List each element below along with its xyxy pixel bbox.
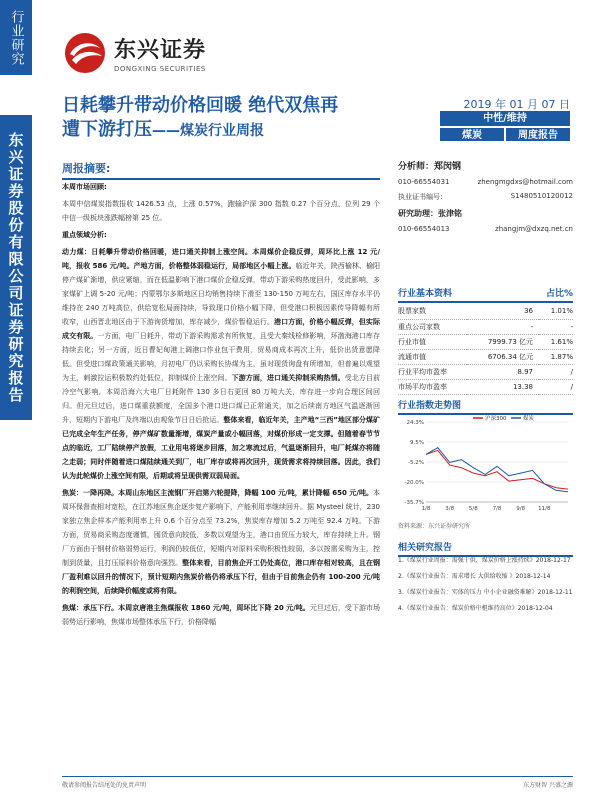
title-subtitle: ——煤炭行业周报	[152, 123, 264, 139]
analyst-phone: 010-66554031	[398, 178, 450, 186]
related-report-item[interactable]: 4.《煤炭行业报告：煤炭价格中枢维持高位》2018-12-04	[398, 605, 553, 612]
report-tags	[440, 111, 570, 141]
index-trend-chart	[398, 412, 573, 517]
x-tick-label: 5/8	[468, 506, 478, 512]
y-tick-label: -5.2%	[408, 460, 424, 466]
market-review-text: 本周中信煤炭指数报收 1426.53 点，上涨 0.57%，跑输沪深 300 指数 0.27 个百分点，位列 29 个中信一级板块涨跌幅榜第 25 位。	[62, 200, 380, 222]
legend-label: 沪深300	[485, 416, 507, 422]
related-reports-list	[398, 556, 573, 620]
industry-data-table	[398, 304, 573, 395]
analyst-block	[398, 159, 573, 239]
industry-data-row	[398, 364, 573, 379]
y-tick-label: 9.5%	[410, 440, 424, 446]
chart-heading: 行业指数走势图	[398, 398, 573, 415]
cell-pct: 1.87%	[539, 349, 573, 364]
report-title	[62, 94, 392, 143]
industry-data-row	[398, 379, 573, 394]
title-line-1: 日耗攀升带动价格回暖 绝代双焦再	[62, 95, 339, 116]
x-tick-label: 3/8	[445, 506, 455, 512]
cell-pct: -	[539, 319, 573, 334]
company-logo	[62, 30, 206, 76]
side-company-band: 东兴证券股份有限公司证券研究报告	[0, 115, 32, 420]
cell-value: 6706.34 亿元	[467, 349, 539, 364]
key-areas-heading: 重点领域分析:	[62, 231, 107, 239]
cell-pct: 1.61%	[539, 334, 573, 349]
assistant-email[interactable]: zhangjm@dxzq.net.cn	[495, 225, 573, 233]
series-line-1	[426, 448, 568, 492]
x-tick-label: 1/8	[421, 506, 431, 512]
chart-source: 资料来源：东兴证券研究所	[398, 523, 471, 530]
related-report-item[interactable]: 2.《煤炭行业报告：需求增长 大供给收缩 》2018-12-14	[398, 573, 551, 580]
legend-label: 煤炭	[523, 416, 535, 422]
cell-label: 股票家数	[398, 304, 467, 319]
side-bar	[0, 0, 32, 800]
series-line-0	[426, 450, 568, 489]
report-type-tag: 周度报告	[506, 128, 570, 141]
cell-value: 13.38	[467, 379, 539, 394]
page-footer	[62, 776, 573, 789]
assistant-phone: 010-66554013	[398, 225, 450, 233]
cell-label: 行业市值	[398, 334, 467, 349]
percent-column-head: 占比%	[545, 289, 573, 299]
research-assistant: 研究助理：张津铭	[398, 209, 462, 218]
logo-mark-icon	[62, 30, 108, 76]
x-tick-label: 11/8	[538, 506, 551, 512]
side-category-tag: 行业研究	[0, 0, 32, 75]
cell-value: 8.97	[467, 364, 539, 379]
footer-slogan: 东方财智 兴盛之源	[523, 782, 573, 789]
cell-value: 36	[467, 304, 539, 319]
coke-paragraph: 焦炭：一降再降。本周山东地区主流钢厂开启第六轮提降，降幅 100 元/吨，累计降幅 650 元/吨。本周环保督查相对宽松，在江苏地区焦企逐步复产影响下，产能利用率继续回升。据 Mysteel 统计，230 家独立焦企样本产能利用率上升 0.6 个百分点至 73.2%，焦炭库存增加 5.2 万吨至 92.4 万吨。下游方面，贸易商采购态度谨慎，囤货意向较低，多数以观望为主，港口由贸压力较大，库存持续上升。钢厂方面由于钢材价格弱势运行，利润仍较低位，短期内对原料采购积极性较弱，多以按需采购为主，控制到货量，且打压原料价格意向强烈。整体来看，目前焦企开工仍处高位，港口库存相对较高，且在钢厂盈利难以回升的情况下，预计短期内焦炭价格仍将承压下行，但由于目前焦企仍有 100-200 元/吨的利润空间，后续降价幅度或将有限。	[62, 489, 381, 595]
logo-chinese-name: 东兴证券	[114, 38, 207, 63]
summary-body	[62, 180, 380, 632]
cert-number: S1480510120012	[510, 192, 573, 200]
related-report-item[interactable]: 1.《煤炭行业周报：需强于供，煤炭价格上涨持续》2018-12-17	[398, 557, 571, 564]
x-tick-label: 9/8	[516, 506, 526, 512]
industry-tag: 煤炭	[440, 128, 504, 141]
cell-value: -	[467, 319, 539, 334]
cert-label: 执业证书编号：	[398, 193, 447, 201]
cell-pct: /	[539, 364, 573, 379]
cell-label: 流通市值	[398, 349, 467, 364]
related-heading: 相关研究报告	[398, 540, 573, 557]
y-tick-label: -35.7%	[404, 500, 424, 506]
logo-english-name: DONGXING SECURITIES	[114, 65, 206, 73]
analyst-name: 分析师：郑闵钢	[398, 162, 462, 172]
rating-tag: 中性/维持	[440, 111, 570, 126]
cell-label: 市场平均市盈率	[398, 379, 467, 394]
x-tick-label: 7/8	[492, 506, 502, 512]
industry-data-row	[398, 334, 573, 349]
disclaimer-note: 敬请参阅报告结尾处的免责声明	[62, 782, 147, 789]
industry-data-row	[398, 304, 573, 319]
cell-label: 重点公司家数	[398, 319, 467, 334]
cell-value: 7999.73 亿元	[467, 334, 539, 349]
cell-pct: 1.01%	[539, 304, 573, 319]
report-date: 2019 年 01 月 07 日	[463, 98, 570, 111]
industry-data-row	[398, 319, 573, 334]
related-report-item[interactable]: 3.《煤炭行业报告：实体的压力 中小企业融资难解》2018-12-11	[398, 589, 573, 596]
y-tick-label: 24.3%	[406, 420, 424, 426]
summary-heading: 周报摘要:	[62, 160, 380, 180]
cell-label: 行业平均市盈率	[398, 364, 467, 379]
thermal-coal-paragraph: 动力煤：日耗攀升带动价格回暖，进口通关抑制上涨空间。本周煤价企稳反弹，周环比上涨 12 元/吨，报收 586 元/吨。产地方面，价格整体弱稳运行，局部地区小幅上涨。临近年关，陕西榆林、榆阳停产煤矿渐增，供应紧缩，而在低温影响下港口煤价企稳反弹，带动下游采购热度回升，受此影响，多家煤矿上调 5-20 元/吨；内蒙鄂尔多斯地区日均销售持续下滑至 130-150 万吨左右，国区库存水平仍维持在 240 万吨高位，供给宽松局面持续，导致现口价格小幅下降，但受港口积极因素传导降幅有所收窄，山西晋北地区由于下游询货增加，库存减少，煤价暂稳运行。港口方面，价格小幅反弹，但实际成交有限。一方面，电厂日耗升，带动下游采购需求有所恢复，且受大秦线检修影响，环渤海港口库存持续去化；另一方面，近日曹妃甸港上调港口作业包干费用，贸易商成本再次上升，低价出货意愿降低。但受进口煤政策通关影响，月初电厂仍以采购长协煤为主，虽对现货询盘有所增加，但普遍以观望为主，刺激拉运积极数约处低位，抑制煤价上涨空间。下游方面，进口通关抑制采购热情。受北方目前冷空气影响，本周沿海六大电厂日耗附件 130 多日右更回 80 万吨大关，库存进一步向合理区间回归。但元旦过后，进口煤重获额度，全国多个港口进口煤已正常通关，加之后续南方地区气温逐渐回升，短期内下游电厂及终端以由观象节日日后抢运。整体来看，临近年关，主产地“三西”地区部分煤矿已完成全年生产任务，停产煤矿数量渐增，煤炭产量或小幅回落，对煤价形成一定支撑。但随着春节节点的临近，工厂陆续停产放假，工业用电将逐步回落，加之寒流过后，气温逐渐回升，电厂耗煤亦将随之走弱；同时伴随着进口煤陆续通关到厂，电厂库存或将再次回升，现货需求将持续回落。因此，我们认为此轮煤价上涨空间有限，后期或将呈现供需双弱局面。	[62, 248, 381, 480]
cell-pct: /	[539, 379, 573, 394]
coking-coal-paragraph: 焦煤：承压下行。本周京唐港主焦煤报收 1860 元/吨，周环比下降 20 元/吨。元旦过后，受下游市场弱势运行影响，焦煤市场整体承压下行，价格降幅	[62, 604, 380, 626]
industry-data-heading: 行业基本资料 占比%	[398, 286, 573, 303]
industry-data-row	[398, 349, 573, 364]
market-review-heading: 本周市场回顾:	[62, 183, 107, 191]
title-line-2: 遭下游打压	[62, 119, 152, 140]
y-tick-label: -20.0%	[404, 480, 424, 486]
analyst-email[interactable]: zhengmgdxs@hotmail.com	[477, 178, 573, 186]
